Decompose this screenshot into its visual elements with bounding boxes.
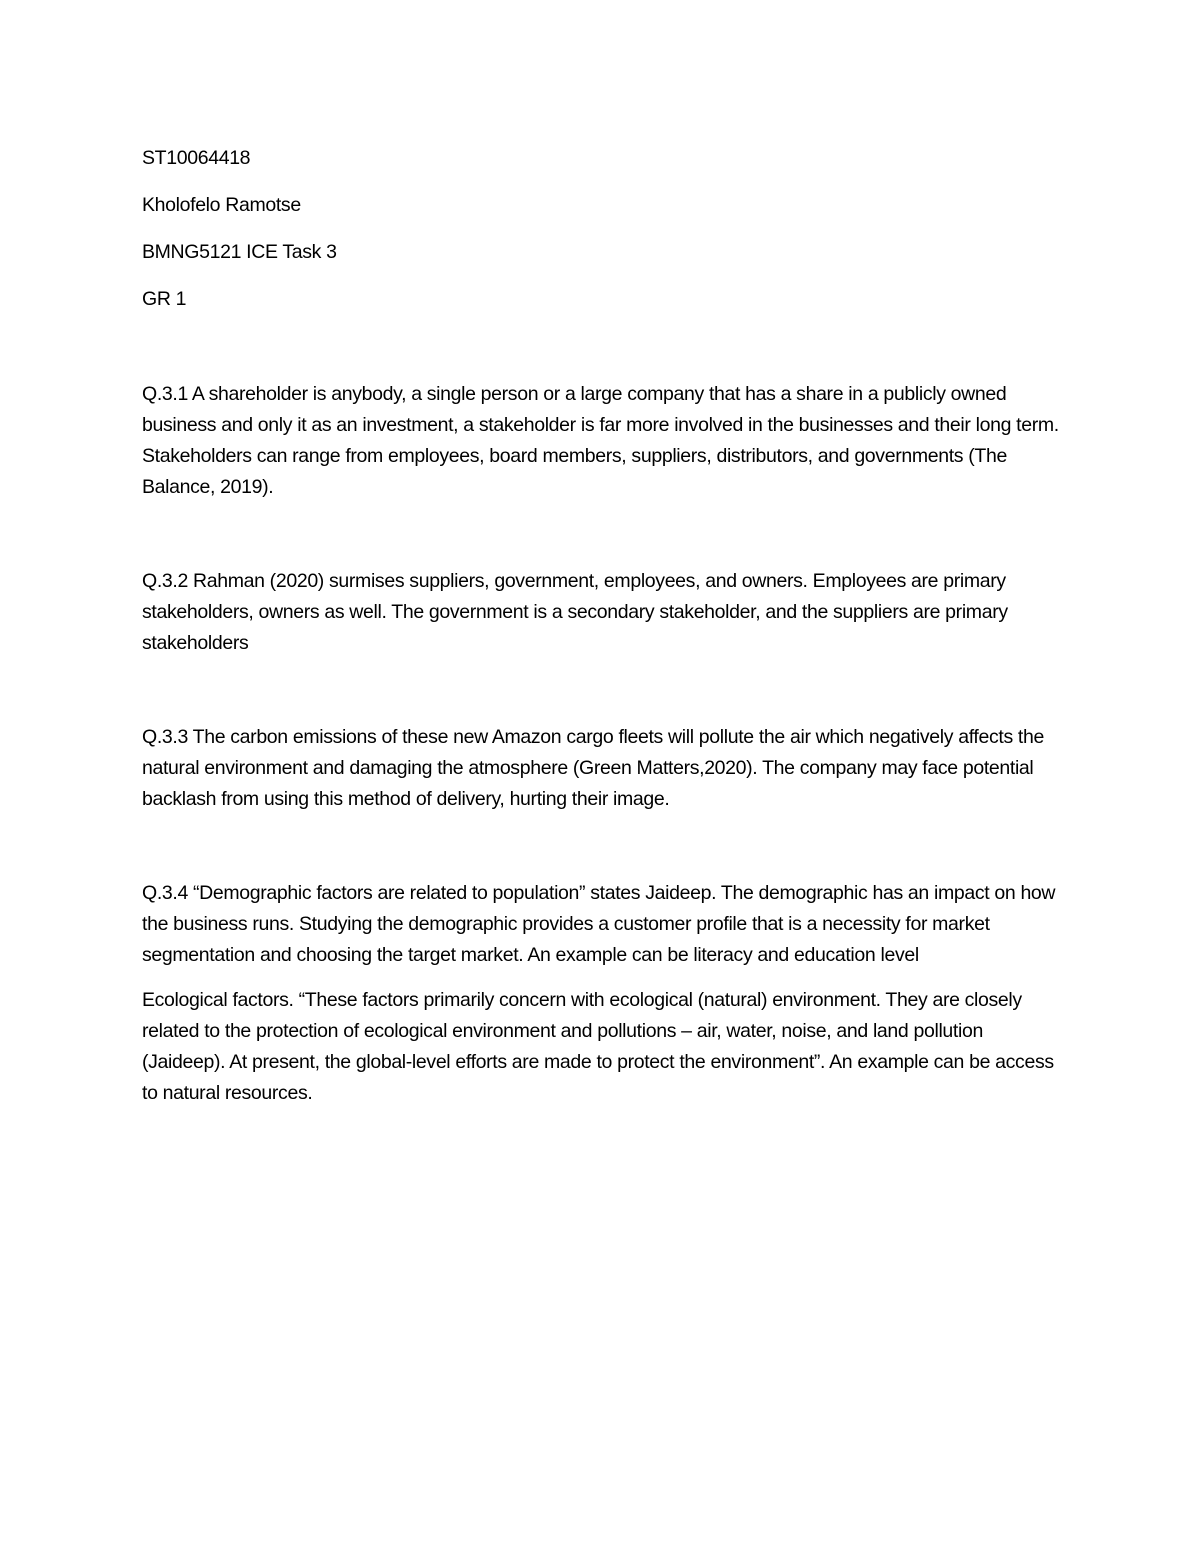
group-label: GR 1 <box>142 288 187 310</box>
answer-q3-4: Q.3.4 “Demographic factors are related to population” states Jaideep. The demographic has an impact on how the business runs. Studying the demographic provides a customer profile that is a necessity for market segmentation and choosing the target market. An example can be literacy and education level <box>142 882 1056 966</box>
answer-q3-2: Q.3.2 Rahman (2020) surmises suppliers, government, employees, and owners. Employees are primary stakeholders, owners as well. The government is a secondary stakeholder, and the suppliers are primary stakeholders <box>142 570 1008 654</box>
student-name: Kholofelo Ramotse <box>142 194 301 216</box>
answer-q3-3: Q.3.3 The carbon emissions of these new Amazon cargo fleets will pollute the air which negatively affects the natural environment and damaging the atmosphere (Green Matters,2020). The company may face potential backlash from using this method of delivery, hurting their image. <box>142 726 1044 810</box>
student-number: ST10064418 <box>142 147 251 169</box>
document-body <box>142 143 1060 1109</box>
answer-q3-4-ecological: Ecological factors. “These factors primarily concern with ecological (natural) environment. They are closely related to the protection of ecological environment and pollutions – air, water, noise, and land pollution (Jaideep). At present, the global-level efforts are made to protect the environment”. An example can be access to natural resources. <box>142 989 1054 1104</box>
answer-q3-1: Q.3.1 A shareholder is anybody, a single person or a large company that has a share in a publicly owned business and only it as an investment, a stakeholder is far more involved in the businesses and their long term. Stakeholders can range from employees, board members, suppliers, distributors, and governments (The Balance, 2019). <box>142 383 1059 498</box>
module-task-title: BMNG5121 ICE Task 3 <box>142 241 337 263</box>
